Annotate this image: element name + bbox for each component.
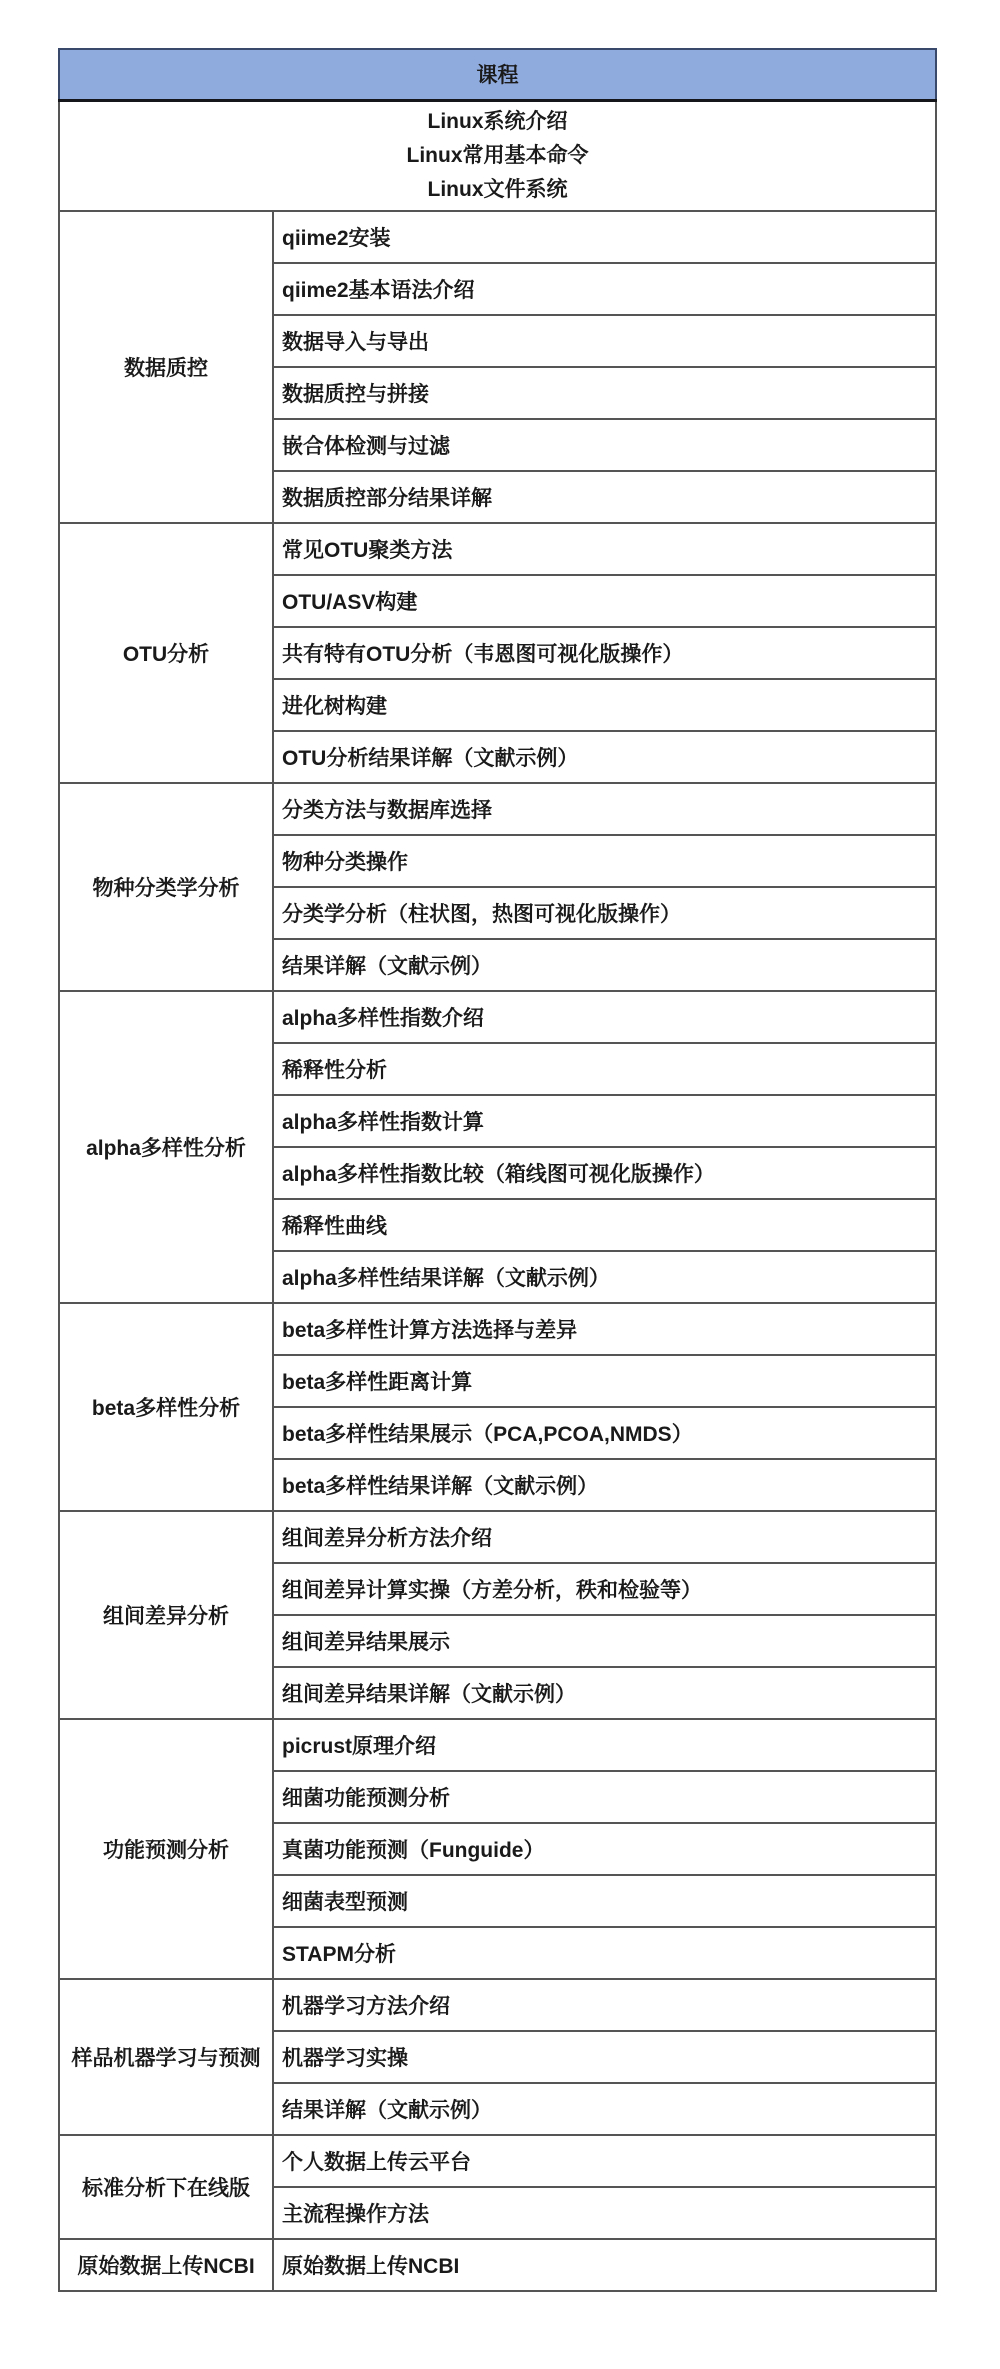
course-item-cell: 分类学分析（柱状图，热图可视化版操作）	[273, 887, 936, 939]
course-item-cell: alpha多样性结果详解（文献示例）	[273, 1251, 936, 1303]
course-item-cell: 个人数据上传云平台	[273, 2135, 936, 2187]
course-item-cell: 稀释性分析	[273, 1043, 936, 1095]
course-item-cell: OTU/ASV构建	[273, 575, 936, 627]
course-row	[59, 991, 936, 1043]
intro-line: Linux系统介绍	[427, 109, 568, 133]
course-item-cell: 进化树构建	[273, 679, 936, 731]
category-cell: 组间差异分析	[59, 1511, 273, 1719]
course-item-cell: 组间差异结果详解（文献示例）	[273, 1667, 936, 1719]
category-cell: beta多样性分析	[59, 1303, 273, 1511]
header-row	[59, 49, 936, 100]
table-header: 课程	[59, 49, 936, 100]
intro-cell	[59, 100, 936, 211]
category-cell: OTU分析	[59, 523, 273, 783]
course-item-cell: 结果详解（文献示例）	[273, 2083, 936, 2135]
course-item-cell: 嵌合体检测与过滤	[273, 419, 936, 471]
course-item-cell: 结果详解（文献示例）	[273, 939, 936, 991]
intro-line: Linux常用基本命令	[406, 143, 589, 167]
course-item-cell: STAPM分析	[273, 1927, 936, 1979]
category-cell: 原始数据上传NCBI	[59, 2239, 273, 2291]
course-row	[59, 1303, 936, 1355]
course-row	[59, 1719, 936, 1771]
course-item-cell: 常见OTU聚类方法	[273, 523, 936, 575]
course-item-cell: 主流程操作方法	[273, 2187, 936, 2239]
category-cell: alpha多样性分析	[59, 991, 273, 1303]
course-row	[59, 1511, 936, 1563]
course-item-cell: beta多样性计算方法选择与差异	[273, 1303, 936, 1355]
course-row	[59, 523, 936, 575]
course-item-cell: 数据质控部分结果详解	[273, 471, 936, 523]
course-item-cell: 共有特有OTU分析（韦恩图可视化版操作）	[273, 627, 936, 679]
intro-line: Linux文件系统	[427, 177, 568, 201]
course-item-cell: 数据质控与拼接	[273, 367, 936, 419]
course-item-cell: 机器学习实操	[273, 2031, 936, 2083]
course-item-cell: 物种分类操作	[273, 835, 936, 887]
course-item-cell: alpha多样性指数比较（箱线图可视化版操作）	[273, 1147, 936, 1199]
course-item-cell: 组间差异结果展示	[273, 1615, 936, 1667]
category-cell: 样品机器学习与预测	[59, 1979, 273, 2135]
course-item-cell: 稀释性曲线	[273, 1199, 936, 1251]
course-item-cell: alpha多样性指数介绍	[273, 991, 936, 1043]
course-item-cell: 组间差异分析方法介绍	[273, 1511, 936, 1563]
course-item-cell: alpha多样性指数计算	[273, 1095, 936, 1147]
course-item-cell: beta多样性结果展示（PCA,PCOA,NMDS）	[273, 1407, 936, 1459]
course-item-cell: 分类方法与数据库选择	[273, 783, 936, 835]
course-item-cell: 组间差异计算实操（方差分析，秩和检验等）	[273, 1563, 936, 1615]
course-row	[59, 1979, 936, 2031]
intro-row	[59, 100, 936, 211]
course-row	[59, 211, 936, 263]
course-item-cell: 真菌功能预测（Funguide）	[273, 1823, 936, 1875]
course-item-cell: beta多样性结果详解（文献示例）	[273, 1459, 936, 1511]
course-row	[59, 783, 936, 835]
course-item-cell: 细菌功能预测分析	[273, 1771, 936, 1823]
course-item-cell: 细菌表型预测	[273, 1875, 936, 1927]
course-table	[58, 48, 937, 2292]
course-item-cell: qiime2安装	[273, 211, 936, 263]
category-cell: 标准分析下在线版	[59, 2135, 273, 2239]
course-item-cell: OTU分析结果详解（文献示例）	[273, 731, 936, 783]
course-row	[59, 2239, 936, 2291]
course-item-cell: 机器学习方法介绍	[273, 1979, 936, 2031]
course-item-cell: 原始数据上传NCBI	[273, 2239, 936, 2291]
category-cell: 数据质控	[59, 211, 273, 523]
course-row	[59, 2135, 936, 2187]
course-item-cell: qiime2基本语法介绍	[273, 263, 936, 315]
course-item-cell: 数据导入与导出	[273, 315, 936, 367]
course-item-cell: beta多样性距离计算	[273, 1355, 936, 1407]
category-cell: 功能预测分析	[59, 1719, 273, 1979]
category-cell: 物种分类学分析	[59, 783, 273, 991]
course-item-cell: picrust原理介绍	[273, 1719, 936, 1771]
